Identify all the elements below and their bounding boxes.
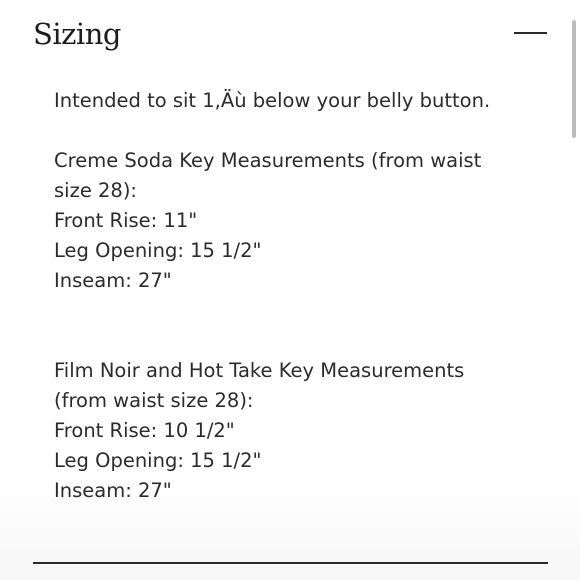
group2-heading-line1: Film Noir and Hot Take Key Measurements: [54, 359, 465, 382]
intro-text: Intended to sit 1,Äù below your belly button.: [54, 89, 491, 112]
scrollbar-thumb[interactable]: [572, 20, 576, 138]
collapse-toggle-button[interactable]: [510, 18, 554, 48]
accordion-header[interactable]: [0, 0, 580, 70]
section-divider: [33, 562, 548, 564]
group1-heading-line2: size 28):: [54, 179, 137, 202]
group2-leg-opening: Leg Opening: 15 1/2": [54, 449, 262, 472]
sizing-content: [54, 86, 534, 506]
spacer: [54, 296, 534, 356]
group2-inseam: Inseam: 27": [54, 479, 172, 502]
group1-inseam: Inseam: 27": [54, 269, 172, 292]
spacer: [54, 116, 534, 146]
group2-front-rise: Front Rise: 10 1/2": [54, 419, 235, 442]
group2-heading-line2: (from waist size 28):: [54, 389, 254, 412]
section-title: Sizing: [33, 17, 121, 51]
group1-front-rise: Front Rise: 11": [54, 209, 198, 232]
group1-leg-opening: Leg Opening: 15 1/2": [54, 239, 262, 262]
minus-icon: [514, 32, 547, 34]
group1-heading-line1: Creme Soda Key Measurements (from waist: [54, 149, 482, 172]
